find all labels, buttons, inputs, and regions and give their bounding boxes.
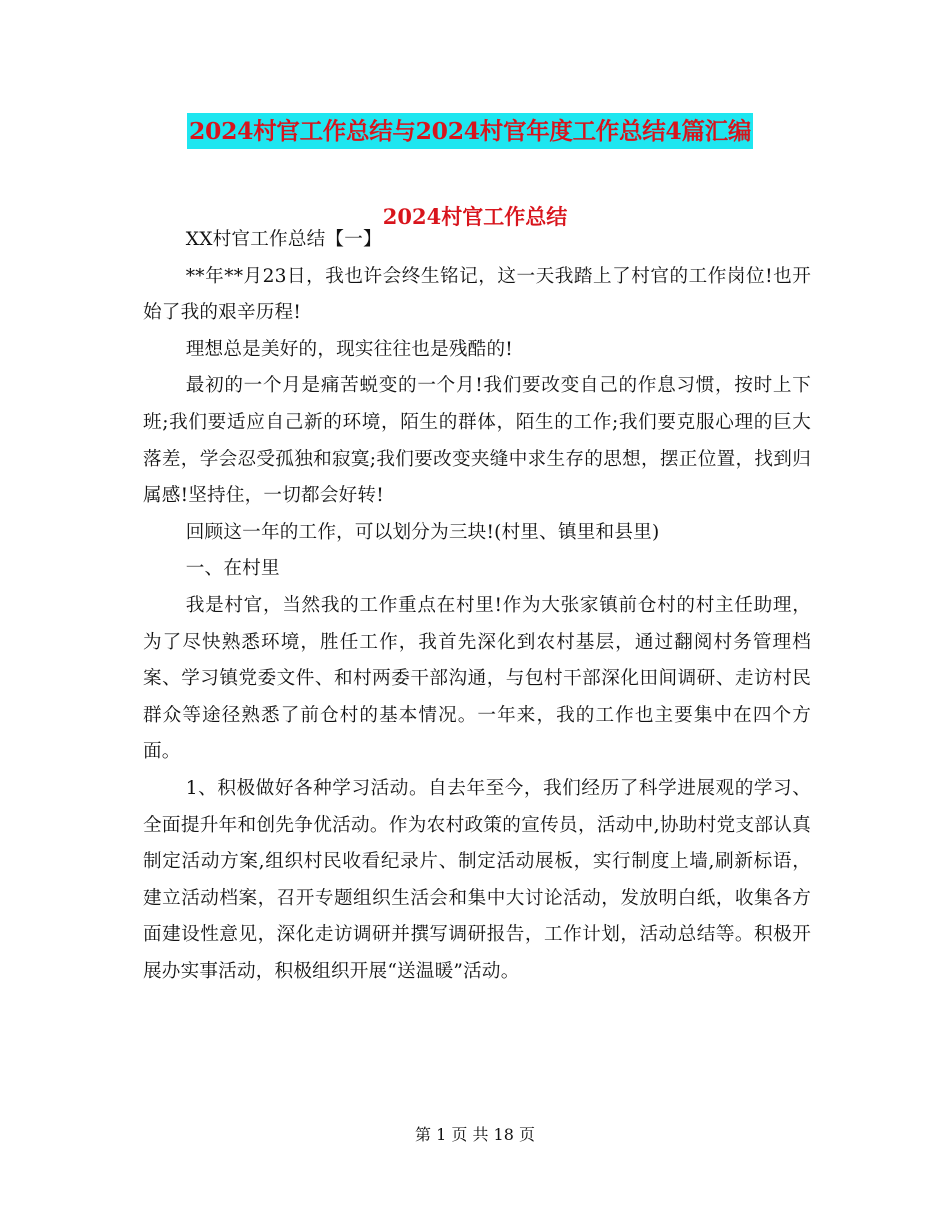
document-body <box>143 222 811 990</box>
document-main-title: 2024村官工作总结与2024村官年度工作总结4篇汇编 <box>187 113 753 149</box>
section-title: 2024村官工作总结 <box>382 204 568 229</box>
paragraph: 理想总是美好的，现实往往也是残酷的! <box>185 338 513 360</box>
paragraph: 最初的一个月是痛苦蜕变的一个月!我们要改变自己的作息习惯，按时上下班;我们要适应自己新的环境，陌生的群体，陌生的工作;我们要克服心理的巨大落差，学会忍受孤独和寂寞;我们要改变夹缝中求生存的思想，摆正位置，找到归属感!坚持住，一切都会好转! <box>143 375 811 507</box>
paragraph: 回顾这一年的工作，可以划分为三块!(村里、镇里和县里) <box>185 521 660 543</box>
paragraph: **年**月23日，我也许会终生铭记，这一天我踏上了村官的工作岗位!也开始了我的艰辛历程! <box>143 265 811 324</box>
paragraph: 一、在村里 <box>185 558 280 580</box>
paragraph: 1、积极做好各种学习活动。自去年至今，我们经历了科学进展观的学习、全面提升年和创先争优活动。作为农村政策的宣传员，活动中,协助村党支部认真制定活动方案,组织村民收看纪录片、制定活动展板，实行制度上墙,刷新标语，建立活动档案，召开专题组织生活会和集中大讨论活动，发放明白纸，收集各方面建设性意见，深化走访调研并撰写调研报告，工作计划，活动总结等。积极开展办实事活动，积极组织开展“送温暖”活动。 <box>143 777 811 982</box>
paragraph: XX村官工作总结【一】 <box>185 229 382 250</box>
paragraph: 我是村官，当然我的工作重点在村里!作为大张家镇前仓村的村主任助理，为了尽快熟悉环境，胜任工作，我首先深化到农村基层，通过翻阅村务管理档案、学习镇党委文件、和村两委干部沟通，与包村干部深化田间调研、走访村民群众等途径熟悉了前仓村的基本情况。一年来，我的工作也主要集中在四个方面。 <box>143 594 811 763</box>
page-number-footer: 第 1 页 共 18 页 <box>415 1125 535 1144</box>
